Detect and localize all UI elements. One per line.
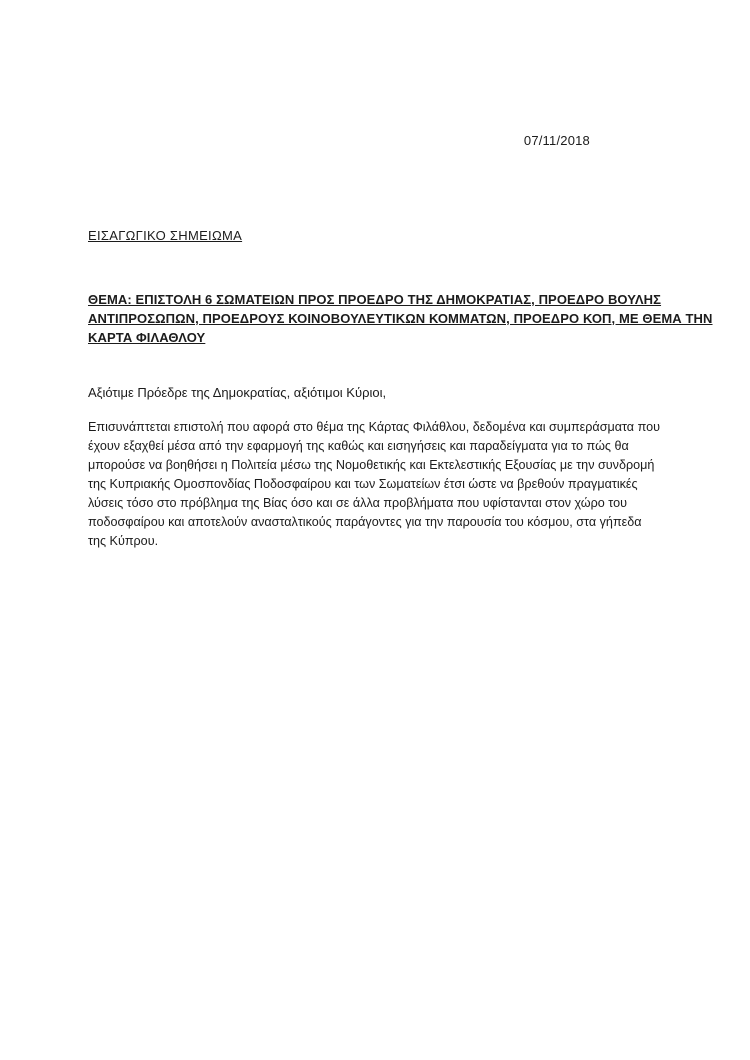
body-paragraph — [88, 418, 678, 551]
subject-line: ΑΝΤΙΠΡΟΣΩΠΩΝ, ΠΡΟΕΔΡΟΥΣ ΚΟΙΝΟΒΟΥΛΕΥΤΙΚΩΝ ΚΟΜΜΑΤΩΝ, ΠΡΟΕΔΡΟ ΚΟΠ, ΜΕ ΘΕΜΑ ΤΗΝ — [88, 311, 713, 326]
body-line: μπορούσε να βοηθήσει η Πολιτεία μέσω της Νομοθετικής και Εκτελεστικής Εξουσίας με την συνδρομή — [88, 458, 655, 472]
document-date: 07/11/2018 — [523, 133, 590, 148]
subject-line: ΚΑΡΤΑ ΦΙΛΑΘΛΟΥ — [88, 330, 206, 345]
body-line: λύσεις τόσο στο πρόβλημα της Βίας όσο και σε άλλα προβλήματα που υφίστανται στον χώρο του — [88, 496, 627, 510]
subject-line: ΘΕΜΑ: ΕΠΙΣΤΟΛΗ 6 ΣΩΜΑΤΕΙΩΝ ΠΡΟΣ ΠΡΟΕΔΡΟ ΤΗΣ ΔΗΜΟΚΡΑΤΙΑΣ, ΠΡΟΕΔΡΟ ΒΟΥΛΗΣ — [88, 292, 662, 307]
body-line: ποδοσφαίρου και αποτελούν ανασταλτικούς παράγοντες για την παρουσία του κόσμου, στα γήπεδα — [88, 515, 642, 529]
subject-heading — [88, 290, 713, 347]
body-line: Επισυνάπτεται επιστολή που αφορά στο θέμα της Κάρτας Φιλάθλου, δεδομένα και συμπεράσματα που — [88, 420, 660, 434]
intro-note-heading: ΕΙΣΑΓΩΓΙΚΟ ΣΗΜΕΙΩΜΑ — [88, 228, 243, 243]
body-line: της Κυπριακής Ομοσπονδίας Ποδοσφαίρου και των Σωματείων έτσι ώστε να βρεθούν πραγματικές — [88, 477, 638, 491]
salutation: Αξιότιμε Πρόεδρε της Δημοκρατίας, αξιότιμοι Κύριοι, — [88, 385, 387, 400]
body-line: της Κύπρου. — [88, 534, 159, 548]
body-line: έχουν εξαχθεί μέσα από την εφαρμογή της καθώς και εισηγήσεις και παραδείγματα για το πώς θα — [88, 439, 629, 453]
